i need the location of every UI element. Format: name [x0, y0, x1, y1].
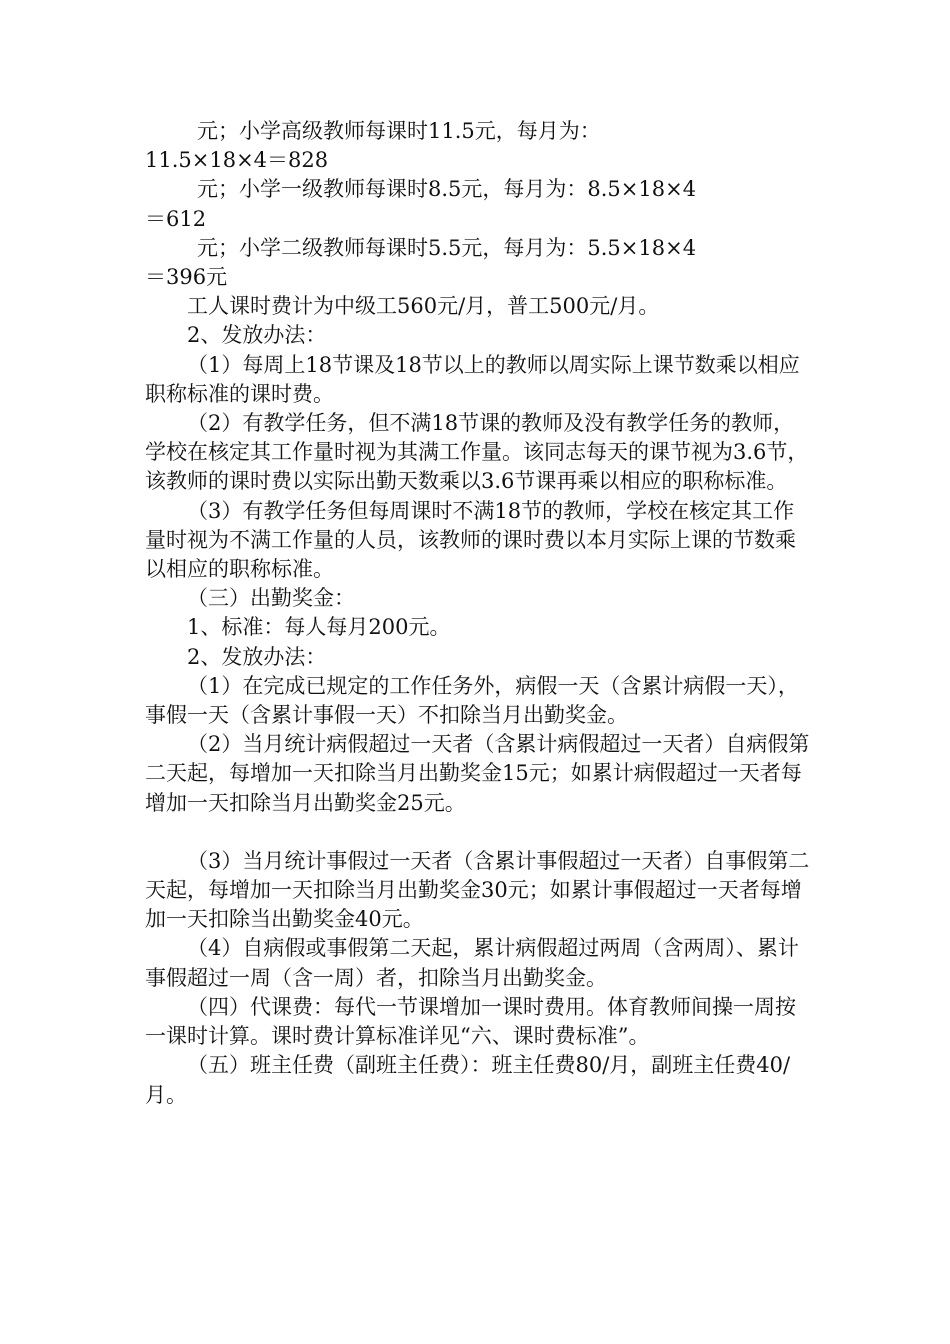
paragraph-item-2: （2）有教学任务，但不满18节课的教师及没有教学任务的教师，学校在核定其工作量时视为其满工作量。该同志每天的课节视为3.6节，该教师的课时费以实际出勤天数乘以3.6节课再乘以相应的职称标准。	[145, 411, 809, 494]
heading-payment-method: 2、发放办法：	[187, 323, 327, 348]
text-line: 元；小学二级教师每课时5.5元，每月为：5.5×18×4	[197, 235, 697, 260]
paragraph-head-teacher-fee: （五）班主任费（副班主任费）：班主任费80/月，副班主任费40/月。	[145, 1053, 791, 1107]
text-line: 元；小学一级教师每课时8.5元，每月为：8.5×18×4	[197, 177, 697, 202]
heading-attendance-bonus: （三）出勤奖金：	[187, 586, 355, 611]
paragraph-substitute-fee: （四）代课费：每代一节课增加一课时费用。体育教师间操一周按一课时计算。课时费计算标准详见“六、课时费标准”。	[145, 994, 796, 1049]
paragraph-item-1: （1）每周上18节课及18节以上的教师以周实际上课节数乘以相应职称标准的课时费。	[145, 352, 800, 406]
paragraph-bonus-standard: 1、标准：每人每月200元。	[187, 615, 451, 640]
text-line: 元；小学高级教师每课时11.5元，每月为：	[197, 119, 601, 143]
document-body	[145, 117, 810, 1110]
paragraph-bonus-item-4: （4）自病假或事假第二天起，累计病假超过两周（含两周）、累计事假超过一周（含一周）者，扣除当月出勤奖金。	[145, 936, 799, 990]
heading-payment-method: 2、发放办法：	[187, 644, 327, 669]
text-line: ＝396元	[145, 265, 228, 290]
text-line: 11.5×18×4＝828	[145, 148, 329, 173]
paragraph-worker-fee: 工人课时费计为中级工560元/月，普工500元/月。	[187, 294, 660, 319]
paragraph-bonus-item-1: （1）在完成已规定的工作任务外，病假一天（含累计病假一天），事假一天（含累计事假一天）不扣除当月出勤奖金。	[145, 673, 799, 728]
salary-standard-lines	[145, 117, 810, 292]
text-line: ＝612	[145, 206, 207, 231]
paragraph-bonus-item-2: （2）当月统计病假超过一天者（含累计病假超过一天者）自病假第二天起，每增加一天扣除当月出勤奖金15元；如累计病假超过一天者每增加一天扣除当月出勤奖金25元。	[145, 732, 810, 815]
paragraph-item-3: （3）有教学任务但每周课时不满18节的教师，学校在核定其工作量时视为不满工作量的人员，该教师的课时费以本月实际上课的节数乘以相应的职称标准。	[145, 498, 796, 582]
paragraph-bonus-item-3: （3）当月统计事假过一天者（含累计事假超过一天者）自事假第二天起，每增加一天扣除当月出勤奖金30元；如累计事假超过一天者每增加一天扣除当出勤奖金40元。	[145, 848, 810, 932]
